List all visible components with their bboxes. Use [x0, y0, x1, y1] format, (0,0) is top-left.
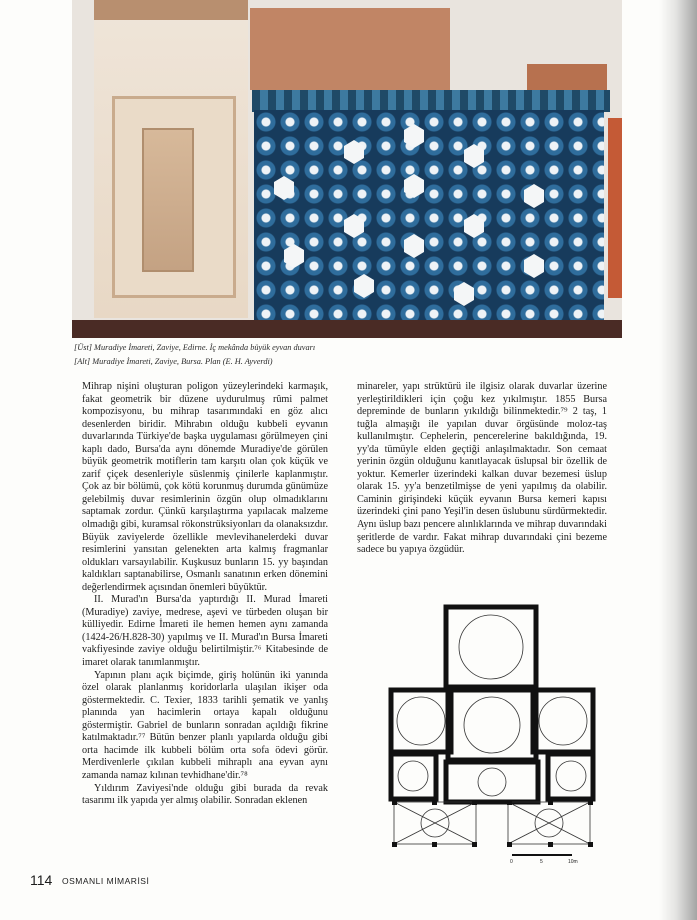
tile-cresting [252, 90, 610, 112]
paragraph: Yıldırım Zaviyesi'nde olduğu gibi burada da revak tasarımı ilk yapıda yer almış olabilir. Sonradan eklenen [82, 782, 328, 807]
stone-cornice [94, 0, 248, 20]
mihrab-niche [142, 128, 194, 272]
caption-bottom: [Alt] Muradiye İmareti, Zaviye, Bursa. Plan (E. H. Ayverdi) [74, 357, 273, 366]
running-head: OSMANLI MİMARİSİ [62, 876, 150, 886]
paragraph: minareler, yapı strüktürü ile ilgisiz olarak duvarlar üzerine yerleştirildikleri için çoğu kez yıkılmıştır. 1855 Bursa depreminde de bunların yıkıldığı bilinmektedir.⁷⁹ 2 taş, 1 tuğla almaşığı ile yapılan duvar örgüsünde moloz-taş kullanılmıştır. Cephelerin, pencerelerine bakıldığında, 19. yy'da tümüyle elden geçtiği anlaşılmaktadır. Son cemaat yerinin özgün olduğunu kanıtlayacak üslupsal bir özellik de yoktur. Kemerler üzerindeki kalkan duvar bezemesi üslup olarak 15. yy'a benzetilmişse de yeni yapılmış da olabilir. Caminin girişindeki küçük eyvanın Bursa kemeri kapısı üzerindeki çini pano Yeşil'in desen üslubunu sürdürmektedir. Aynı üslup bazı pencere alınlıklarında ve mihrap duvarındaki şeritlerde de vardır. Fakat mihrap duvarındaki çini bezeme sadece bu yapıya özgüdür. [357, 381, 607, 556]
scale-label-mid: 5 [540, 859, 543, 864]
scale-label-end: 10m [568, 859, 578, 864]
carpet-floor [72, 320, 622, 338]
page-gutter-shadow [659, 0, 697, 920]
page-number: 114 [30, 872, 53, 888]
photo-edirne-muradiye-eyvan-wall [72, 0, 622, 338]
blue-hexagon-tile-panel [254, 110, 604, 322]
inscription-frieze [250, 8, 450, 90]
caption-top: [Üst] Muradiye İmareti, Zaviye, Edirne. İç mekânda büyük eyvan duvarı [74, 343, 316, 352]
paragraph: Yapının planı açık biçimde, giriş holünün iki yanında özel olarak planlanmış koridorlarla ulaşılan ikişer oda göstermektedir. C. Texier, 1833 tarihli şematik ve yanlış planında yan hacimlerin ortaya kapalı olduğunu göstermiştir. Gabriel de bunların sonradan açıldığı fikrine katılmaktadır.⁷⁷ Bütün benzer planlı yapılarda olduğu gibi orta hacimde ilk kubbeli bölüm orta sofa ödevi görür. Merdivenlerle çıkılan kubbeli mihraplı ana eyvan aynı zamanda namaz kılınan tevhidhane'dir.⁷⁸ [82, 669, 328, 781]
paragraph: II. Murad'ın Bursa'da yaptırdığı II. Murad İmareti (Muradiye) zaviye, medrese, aşevi ve türbeden oluşan bir külliyedir. Edirne İmareti ile hemen hemen aynı zamanda (1424-26/H.828-30) yapılmış ve II. Murad'ın Bursa İmareti vakfiyesinde zaviye olduğu belirtilmiştir.⁷⁶ Kitabesinde de imaret olarak tanımlanmıştır. [82, 594, 328, 669]
body-text-left-column [82, 381, 328, 808]
floor-plan-drawing [386, 602, 598, 864]
paragraph: Mihrap nişini oluşturan poligon yüzeylerindeki karmaşık, fakat geometrik bir düzene uydurulmuş rûmi palmet kompozisyonu, bu mihrap tasarımındaki en göz alıcı desenlerden biridir. Mihrabın olduğu kubbeli eyvanın duvarlarında Türkiye'de başka uygulaması görülmeyen çini kaplı dado, Bursa'da aynı dönemde Muradiye'de görülen büyük geometrik motiflerin tam karşıtı olan çok küçük ve zarif çiçek desenleriyle süslenmiş çinilerle kaplanmıştır. Çok az bir bölümü, çok kötü korunmuş durumda günümüze gelebilmiş duvar resimlerinin özgün olup olmadıklarını saptamak zordur. Çünkü karşılaştırma yapılacak malzeme olmadığı gibi, kuramsal rökonstrüksiyonları da olanaksızdır. Büyük zaviyelerde özellikle mevlevihanelerdeki duvar resimlerini yansıtan gelenekten arta kalmış fragmanlar oldukları varsayılabilir. Kuşkusuz bunların 15. yy başından kaldıkları saptanabilirse, Osmanlı sanatının erken dönemini değerlendirmek açısından önemleri büyüktür. [82, 381, 328, 593]
body-text-right-column [357, 381, 607, 557]
scale-label-zero: 0 [510, 859, 513, 864]
white-hexagon-pattern [254, 110, 604, 322]
red-panel-edge [608, 118, 622, 298]
scale-bar [510, 854, 578, 864]
